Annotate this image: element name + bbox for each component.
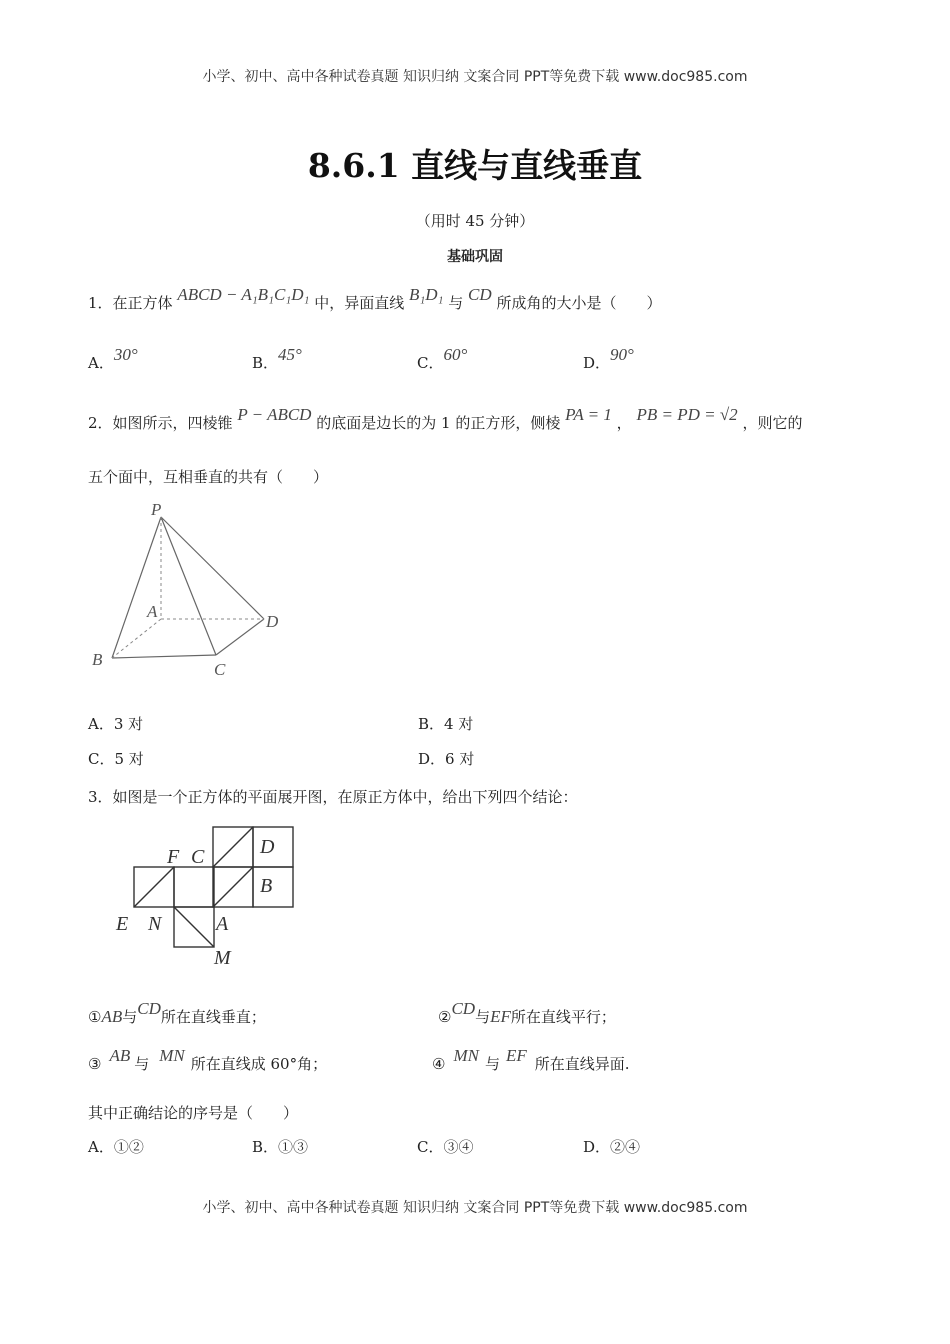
label-a: A xyxy=(216,913,229,935)
q2-option-c[interactable]: C．5 对 xyxy=(88,750,144,768)
q2-option-b[interactable]: B．4 对 xyxy=(418,715,474,733)
q2-option-a[interactable]: A．3 对 xyxy=(88,715,144,733)
q3-option-c[interactable]: C．③④ xyxy=(417,1138,474,1156)
label-c: C xyxy=(214,660,226,679)
label-b: B xyxy=(92,650,103,669)
conclusion-3: ③ AB 与 MN 所在直线成 60°角； xyxy=(88,1046,328,1073)
question-3: 3．如图是一个正方体的平面展开图，在原正方体中，给出下列四个结论： xyxy=(88,788,578,806)
cube-net-figure xyxy=(110,818,310,976)
label-n: N xyxy=(148,913,162,935)
label-f: F xyxy=(167,846,180,868)
label-p: P xyxy=(151,500,162,519)
label-d: D xyxy=(266,612,279,631)
conclusion-1: ①AB与CD所在直线垂直； xyxy=(88,999,266,1026)
label-m: M xyxy=(214,947,231,969)
label-e: E xyxy=(116,913,129,935)
question-2: 2．如图所示，四棱锥 P − ABCD 的底面是边长的为 1 的正方形，侧棱 PA = 1 ， PB = PD = √2 ，则它的 xyxy=(88,405,803,432)
q1-option-b[interactable]: B．45° xyxy=(252,345,302,372)
page-title: 8.6.1 直线与直线垂直 xyxy=(307,146,643,185)
page-header: 小学、初中、高中各种试卷真题 知识归纳 文案合同 PPT等免费下载 www.doc985.com xyxy=(202,69,748,85)
q1-option-c[interactable]: C．60° xyxy=(417,345,468,372)
q2-pa-expr: PA = 1 xyxy=(565,405,612,424)
section-heading: 基础巩固 xyxy=(447,249,503,265)
q1-line-2: CD xyxy=(468,285,492,304)
q1-line-1: B₁D₁ xyxy=(408,285,444,304)
q2-pyramid-expr: P − ABCD xyxy=(237,405,312,424)
question-1: 1．在正方体 ABCD − A₁B₁C₁D₁ 中，异面直线 B₁D₁ 与 CD 所成角的大小是（ ） xyxy=(88,285,662,312)
question-2-line-2: 五个面中，互相垂直的共有（ ） xyxy=(88,468,329,486)
pyramid-figure xyxy=(88,495,298,685)
conclusion-4: ④ MN 与 EF 所在直线异面. xyxy=(432,1046,630,1073)
q1-option-a[interactable]: A．30° xyxy=(88,345,138,372)
q3-option-b[interactable]: B．①③ xyxy=(252,1138,309,1156)
question-3-ask: 其中正确结论的序号是（ ） xyxy=(88,1104,299,1122)
q3-option-d[interactable]: D．②④ xyxy=(583,1138,641,1156)
q3-option-a[interactable]: A．①② xyxy=(88,1138,144,1156)
conclusion-2: ②CD与EF所在直线平行； xyxy=(438,999,616,1026)
label-d: D xyxy=(260,836,275,858)
q2-pb-pd-expr: PB = PD = √2 xyxy=(636,405,738,424)
page-footer: 小学、初中、高中各种试卷真题 知识归纳 文案合同 PPT等免费下载 www.doc985.com xyxy=(202,1200,748,1216)
label-a: A xyxy=(147,602,158,621)
time-note: （用时 45 分钟） xyxy=(415,212,535,230)
q1-solid-expr: ABCD − A₁B₁C₁D₁ xyxy=(177,285,310,304)
q2-option-d[interactable]: D．6 对 xyxy=(418,750,475,768)
label-b: B xyxy=(260,875,273,897)
label-c: C xyxy=(191,846,205,868)
q1-option-d[interactable]: D．90° xyxy=(583,345,634,372)
